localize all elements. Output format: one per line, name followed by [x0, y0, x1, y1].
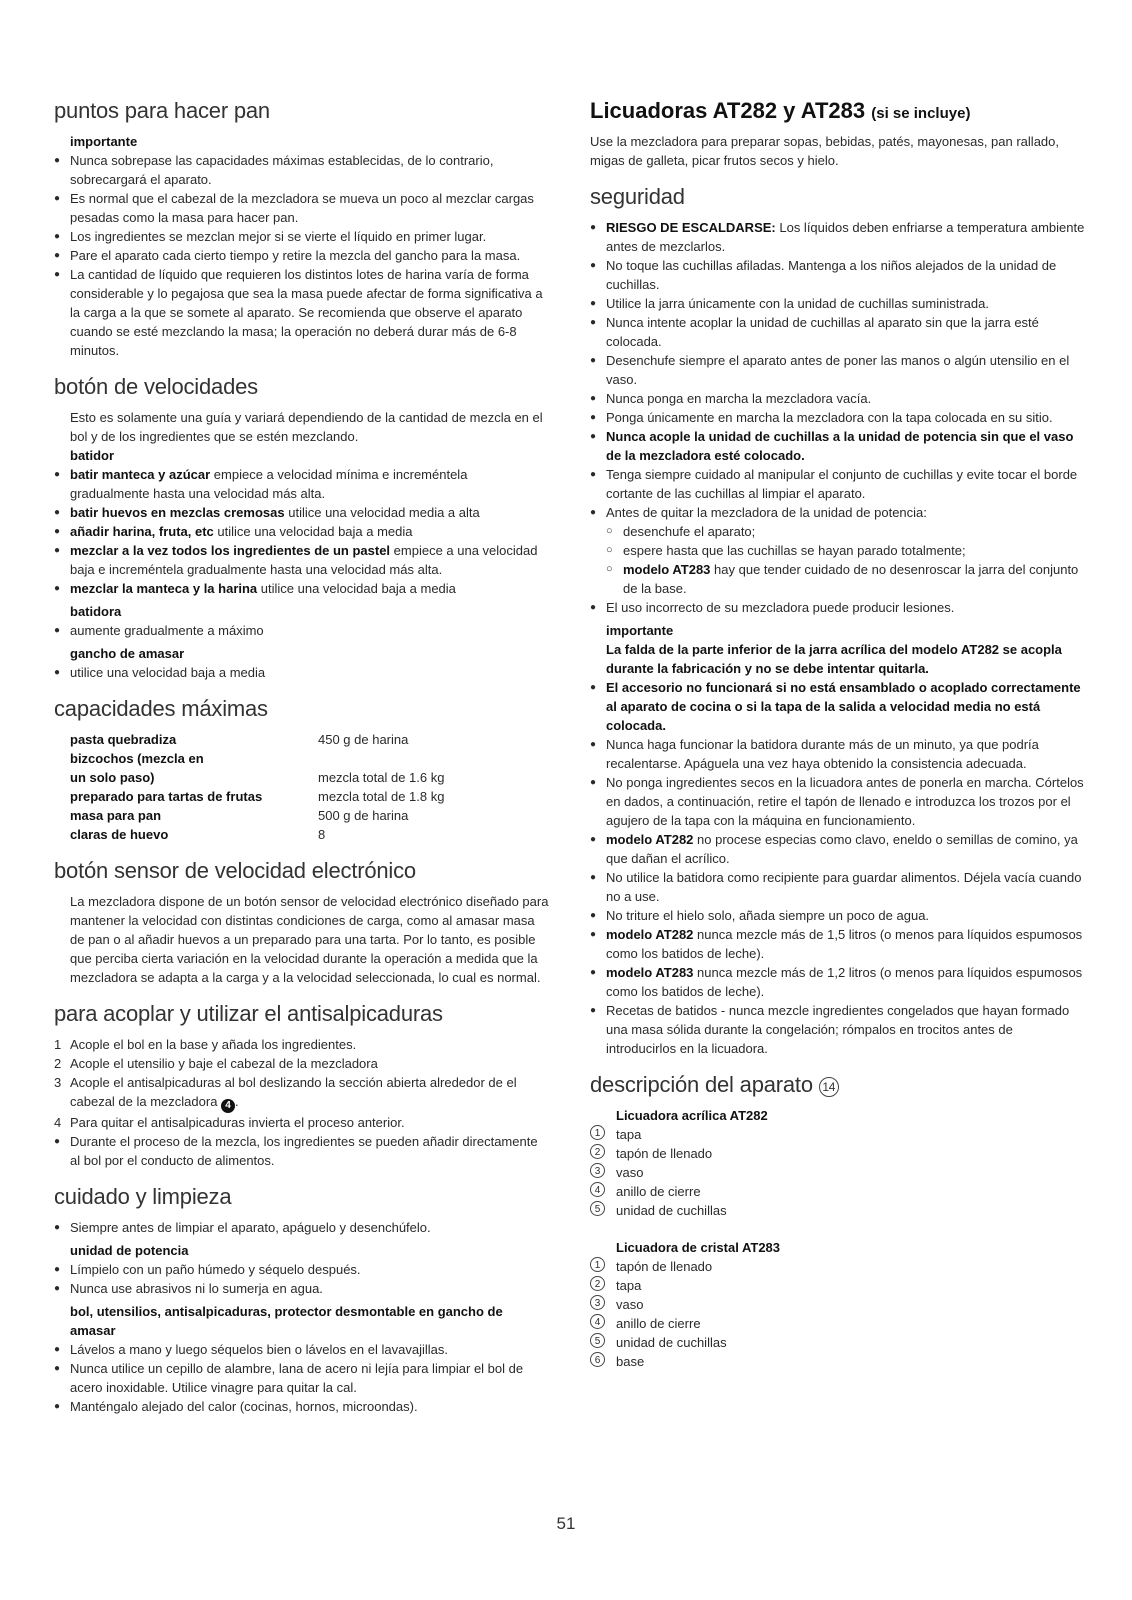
item-bold: RIESGO DE ESCALDARSE: — [606, 220, 776, 235]
list-item: ● Nunca ponga en marcha la mezcladora vacía. — [590, 389, 1086, 408]
intro-text: Esto es solamente una guía y variará dependiendo de la cantidad de mezcla en el bol y de los ingredientes que se estén mezclando. — [70, 410, 543, 444]
sub-list-item: ○ desenchufe el aparato; — [590, 522, 1086, 541]
list-item: ● La cantidad de líquido que requieren los distintos lotes de harina varía de forma considerable y lo pegajosa que sea la masa puede afectar de forma significativa a la carga a la que se somete al aparato. Se recomienda que observe el aparato cuando se esté mezclando la masa; la operación no deberá durar más de 6-8 minutos. — [54, 265, 550, 360]
list-item: ● No utilice la batidora como recipiente para guardar alimentos. Déjela vacía cuando no a use. — [590, 868, 1086, 906]
table-row — [70, 768, 444, 787]
section-electronic-speed-sensor — [54, 858, 550, 987]
parts-list — [590, 1125, 1086, 1220]
list-item — [590, 1314, 1086, 1333]
list-item — [590, 925, 1086, 963]
page-number: 51 — [556, 1514, 576, 1533]
list-item: ● Tenga siempre cuidado al manipular el conjunto de cuchillas y evite tocar el borde cortante de las cuchillas al limpiar el aparato. — [590, 465, 1086, 503]
list-item — [590, 830, 1086, 868]
part-name: unidad de cuchillas — [616, 1335, 727, 1350]
item-bold: añadir harina, fruta, etc — [70, 524, 214, 539]
list-item — [590, 1295, 1086, 1314]
list-item — [590, 427, 1086, 465]
part-name: anillo de cierre — [616, 1316, 701, 1331]
list-item: ● Los ingredientes se mezclan mejor si se vierte el líquido en primer lugar. — [54, 227, 550, 246]
item-bold: batir huevos en mezclas cremosas — [70, 505, 285, 520]
item-text: nunca mezcle más de 1,2 litros (o menos para líquidos espumosos como los batidos de leche). — [606, 965, 1083, 999]
item-bold: mezclar a la vez todos los ingredientes de un pastel — [70, 543, 391, 558]
part-name: unidad de cuchillas — [616, 1203, 727, 1218]
title-main: Licuadoras AT282 y AT283 — [590, 98, 866, 123]
item-bold: modelo AT283 — [623, 562, 711, 577]
item-text: empiece a una velocidad baja e increméntela gradualmente hasta una velocidad más alta. — [70, 543, 538, 577]
bullet-list — [54, 1218, 550, 1237]
table-cell-value: 450 g de harina — [318, 732, 409, 747]
list-item: ● Manténgalo alejado del calor (cocinas, hornos, microondas). — [54, 1397, 550, 1416]
step-text: Para quitar el antisalpicaduras invierta el proceso anterior. — [70, 1115, 405, 1130]
part-name: tapón de llenado — [616, 1259, 713, 1274]
item-text: utilice una velocidad baja a media — [257, 581, 456, 596]
subheading: batidor — [70, 448, 115, 463]
subheading: Licuadora de cristal AT283 — [616, 1240, 781, 1255]
list-item: ● Nunca haga funcionar la batidora durante más de un minuto, ya que podría recalentarse. Apáguela una vez haya obtenido la consistencia adecuada. — [590, 735, 1086, 773]
bullet-list — [590, 678, 1086, 1058]
part-name: tapa — [616, 1278, 642, 1293]
list-item: ● Ponga únicamente en marcha la mezcladora con la tapa colocada en su sitio. — [590, 408, 1086, 427]
subheading: Licuadora acrílica AT282 — [616, 1108, 768, 1123]
list-item: ● Antes de quitar la mezcladora de la unidad de potencia: — [590, 503, 1086, 522]
step-number: 1 — [54, 1037, 62, 1052]
list-item — [590, 1201, 1086, 1220]
page-title — [590, 98, 1086, 124]
part-number: 2 — [590, 1144, 605, 1159]
part-number: 1 — [590, 1257, 605, 1272]
subheading: gancho de amasar — [70, 646, 185, 661]
step-text: Acople el antisalpicaduras al bol deslizando la sección abierta alrededor de el cabezal de la mezcladora — [70, 1075, 517, 1109]
list-item — [590, 218, 1086, 256]
part-name: anillo de cierre — [616, 1184, 701, 1199]
subheading: bol, utensilios, antisalpicaduras, protector desmontable en gancho de amasar — [70, 1304, 503, 1338]
table-cell-label: un solo paso) — [70, 770, 155, 785]
list-item — [54, 541, 550, 579]
part-number: 3 — [590, 1295, 605, 1310]
title-qualifier: (si se incluye) — [871, 105, 971, 122]
list-item: ● No toque las cuchillas afiladas. Mantenga a los niños alejados de la unidad de cuchillas. — [590, 256, 1086, 294]
list-item: ● Siempre antes de limpiar el aparato, apáguelo y desenchúfelo. — [54, 1218, 550, 1237]
item-text: utilice una velocidad baja a media — [213, 524, 413, 539]
part-name: tapón de llenado — [616, 1146, 713, 1161]
list-item — [54, 503, 550, 522]
list-item: ● Durante el proceso de la mezcla, los ingredientes se pueden añadir directamente al bol por el conducto de alimentos. — [54, 1132, 550, 1170]
item-bold: El accesorio no funcionará si no está ensamblado o acoplado correctamente al aparato de cocina o si la tapa de la salida a velocidad media no está colocada. — [606, 680, 1081, 733]
list-item: 3 Acople el antisalpicaduras al bol deslizando la sección abierta alrededor de el cabezal de la mezcladora 4 . — [54, 1075, 517, 1111]
list-item: ● Recetas de batidos - nunca mezcle ingredientes congelados que hayan formado una masa sólida durante la congelación; rómpalos en trocitos antes de introducirlos en la licuadora. — [590, 1001, 1086, 1058]
important-note: La falda de la parte inferior de la jarra acrílica del modelo AT282 se acopla durante la fabricación y no se debe intentar quitarla. — [606, 642, 1062, 676]
section-speed-control — [54, 374, 550, 682]
list-item — [590, 1352, 1086, 1371]
table-cell-label: bizcochos (mezcla en — [70, 751, 204, 766]
bullet-list — [54, 151, 550, 360]
subheading: batidora — [70, 604, 122, 619]
part-name: vaso — [616, 1165, 644, 1180]
table-cell-value — [318, 749, 444, 768]
section-title: botón de velocidades — [54, 374, 258, 399]
table-cell-label: claras de huevo — [70, 827, 169, 842]
item-text: nunca mezcle más de 1,5 litros (o menos para líquidos espumosos como los batidos de leche). — [606, 927, 1083, 961]
section-title: cuidado y limpieza — [54, 1184, 232, 1209]
list-item — [590, 963, 1086, 1001]
list-item — [54, 1035, 550, 1054]
part-name: vaso — [616, 1297, 644, 1312]
list-item: ● No ponga ingredientes secos en la licuadora antes de ponerla en marcha. Córtelos en dados, a continuación, retire el tapón de llenado e introduzca los trozos por el agujero de la tapa con la máquina en funcionamiento. — [590, 773, 1086, 830]
section-care-cleaning — [54, 1184, 550, 1416]
section-title: puntos para hacer pan — [54, 98, 270, 123]
list-item — [54, 1113, 550, 1132]
section-splashguard — [54, 1001, 550, 1170]
step-text: Acople el utensilio y baje el cabezal de la mezcladora — [70, 1056, 378, 1071]
part-number: 2 — [590, 1276, 605, 1291]
table-row — [70, 787, 444, 806]
part-number: 4 — [590, 1182, 605, 1197]
item-text: empiece a velocidad mínima e increméntela gradualmente hasta una velocidad más alta. — [70, 467, 468, 501]
section-title — [590, 1072, 1086, 1098]
item-bold: modelo AT282 — [606, 927, 694, 942]
table-cell-value: mezcla total de 1.6 kg — [318, 770, 445, 785]
section-description — [590, 1072, 1086, 1371]
list-item — [590, 1144, 1086, 1163]
part-number: 3 — [590, 1163, 605, 1178]
table-row — [70, 730, 444, 749]
list-item: ● Es normal que el cabezal de la mezcladora se mueva un poco al mezclar cargas pesadas como la masa para hacer pan. — [54, 189, 550, 227]
bullet-list — [54, 1260, 550, 1298]
intro-text: Use la mezcladora para preparar sopas, bebidas, patés, mayonesas, pan rallado, migas de galleta, picar frutos secos y hielo. — [590, 134, 1059, 168]
section-title: botón sensor de velocidad electrónico — [54, 858, 416, 883]
bullet-list — [590, 218, 1086, 617]
step-number: 3 — [54, 1075, 62, 1090]
table-cell-label: pasta quebradiza — [70, 732, 177, 747]
part-number: 1 — [590, 1125, 605, 1140]
list-item — [590, 1276, 1086, 1295]
list-item — [54, 1054, 550, 1073]
section-title: para acoplar y utilizar el antisalpicaduras — [54, 1001, 443, 1026]
item-text: hay que tender cuidado de no desenroscar la jarra del conjunto de la base. — [623, 562, 1079, 596]
sub-list-item — [590, 560, 1086, 598]
table-cell-value: 8 — [318, 827, 326, 842]
right-column — [590, 98, 1086, 1385]
numbered-list — [54, 1035, 550, 1170]
item-bold: mezclar la manteca y la harina — [70, 581, 258, 596]
list-item — [590, 1163, 1086, 1182]
part-number: 4 — [590, 1314, 605, 1329]
figure-reference-icon: 14 — [819, 1077, 839, 1097]
item-text: no procese especias como clavo, eneldo o semillas de comino, ya que dañan el acrílico. — [606, 832, 1078, 866]
part-number: 6 — [590, 1352, 605, 1367]
list-item — [54, 522, 550, 541]
table-cell-value: mezcla total de 1.8 kg — [318, 789, 445, 804]
list-item: ● Límpielo con un paño húmedo y séquelo después. — [54, 1260, 550, 1279]
list-item: ● Nunca utilice un cepillo de alambre, lana de acero ni lejía para limpiar el bol de acero inoxidable. Utilice vinagre para quitar la cal. — [54, 1359, 550, 1397]
list-item: ● Utilice la jarra únicamente con la unidad de cuchillas suministrada. — [590, 294, 1086, 313]
list-item — [590, 678, 1086, 735]
list-item — [590, 1125, 1086, 1144]
list-item: ● Nunca sobrepase las capacidades máximas establecidas, de lo contrario, sobrecargará el aparato. — [54, 151, 550, 189]
item-bold: modelo AT283 — [606, 965, 694, 980]
subheading: unidad de potencia — [70, 1243, 189, 1258]
list-item — [590, 1182, 1086, 1201]
list-item: ● No triture el hielo solo, añada siempre un poco de agua. — [590, 906, 1086, 925]
bullet-list — [54, 663, 550, 682]
list-item: ● Nunca intente acoplar la unidad de cuchillas al aparato sin que la jarra esté colocada. — [590, 313, 1086, 351]
section-max-capacities — [54, 696, 550, 844]
table-cell-label: masa para pan — [70, 808, 162, 823]
section-title-text: descripción del aparato — [590, 1072, 813, 1097]
list-item: ● Lávelos a mano y luego séquelos bien o lávelos en el lavavajillas. — [54, 1340, 550, 1359]
figure-reference-icon: 4 — [221, 1099, 235, 1113]
list-item — [590, 1257, 1086, 1276]
list-item: ● Desenchufe siempre el aparato antes de poner las manos o algún utensilio en el vaso. — [590, 351, 1086, 389]
list-item: ● Pare el aparato cada cierto tiempo y retire la mezcla del gancho para la masa. — [54, 246, 550, 265]
part-name: tapa — [616, 1127, 642, 1142]
step-number: 2 — [54, 1056, 62, 1071]
subheading: importante — [606, 623, 674, 638]
sub-list-item: ○ espere hasta que las cuchillas se hayan parado totalmente; — [590, 541, 1086, 560]
bullet-list — [54, 1340, 550, 1416]
bullet-list — [54, 621, 550, 640]
left-column — [54, 98, 550, 1430]
parts-list — [590, 1257, 1086, 1371]
step-text: Acople el bol en la base y añada los ingredientes. — [70, 1037, 357, 1052]
part-number: 5 — [590, 1333, 605, 1348]
body-text: La mezcladora dispone de un botón sensor de velocidad electrónico diseñado para mantener la velocidad con distintas condiciones de carga, como al amasar masa de pan o al añadir huevos a un preparado para una tarta. Por lo tanto, es posible que perciba cierta variación en la velocidad durante la operación a medida que la mezcladora se adapta a la carga y a la velocidad seleccionada, lo cual es normal. — [70, 894, 549, 985]
table-row — [70, 806, 444, 825]
table-cell-value: 500 g de harina — [318, 808, 409, 823]
list-item: ● El uso incorrecto de su mezcladora puede producir lesiones. — [590, 598, 1086, 617]
subheading: importante — [70, 134, 138, 149]
item-bold: batir manteca y azúcar — [70, 467, 211, 482]
table-row — [70, 749, 444, 768]
list-item: ● Nunca use abrasivos ni lo sumerja en agua. — [54, 1279, 550, 1298]
table-row — [70, 825, 444, 844]
step-number: 4 — [54, 1115, 62, 1130]
table-cell-label: preparado para tartas de frutas — [70, 789, 263, 804]
item-text: utilice una velocidad media a alta — [284, 505, 480, 520]
list-item: ● utilice una velocidad baja a media — [54, 663, 550, 682]
capacities-table — [70, 730, 444, 844]
section-bread-tips — [54, 98, 550, 360]
list-item — [590, 1333, 1086, 1352]
part-name: base — [616, 1354, 645, 1369]
part-number: 5 — [590, 1201, 605, 1216]
item-bold: modelo AT282 — [606, 832, 694, 847]
list-item: ● aumente gradualmente a máximo — [54, 621, 550, 640]
list-item — [54, 579, 550, 598]
section-title: capacidades máximas — [54, 696, 268, 721]
item-bold: Nunca acople la unidad de cuchillas a la unidad de potencia sin que el vaso de la mezcladora esté colocado. — [606, 429, 1074, 463]
bullet-list — [54, 465, 550, 598]
item-text: Los líquidos deben enfriarse a temperatura ambiente antes de mezclarlos. — [606, 220, 1085, 254]
list-item — [54, 465, 550, 503]
section-title: seguridad — [590, 184, 685, 209]
section-safety — [590, 184, 1086, 1058]
